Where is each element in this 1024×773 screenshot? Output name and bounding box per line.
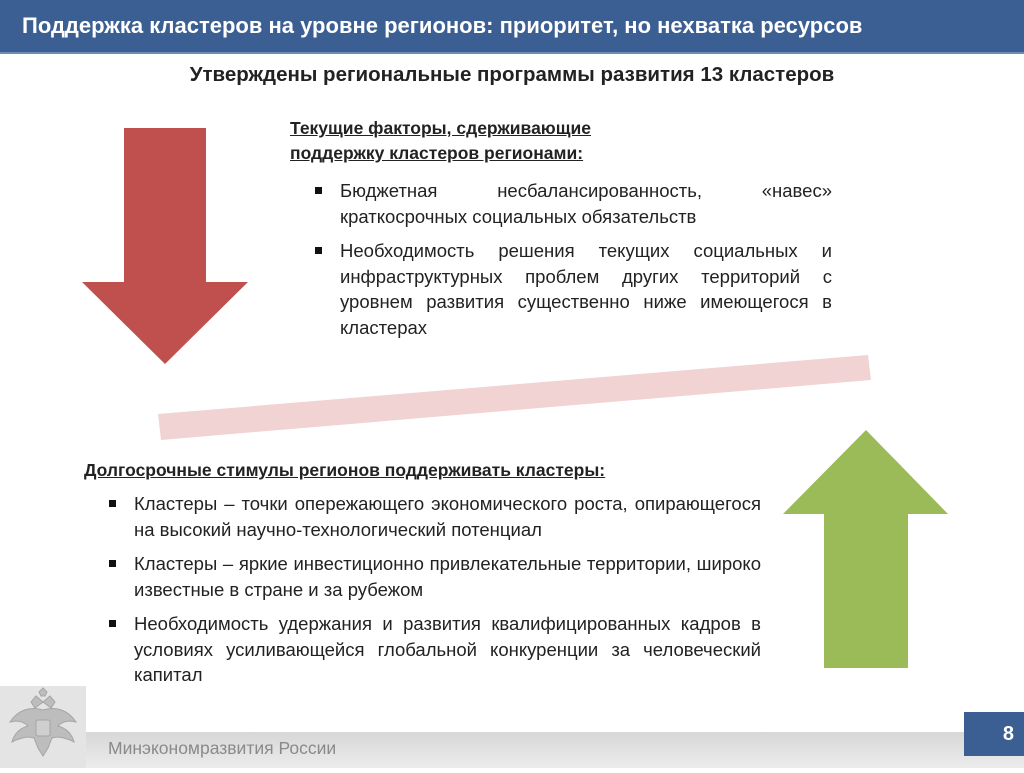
balance-beam — [158, 355, 871, 440]
down-arrow-icon — [82, 128, 248, 364]
list-item: Кластеры – точки опережающего экономического роста, опирающегося на высокий научно-технологический потенциал — [106, 491, 761, 542]
list-item: Необходимость удержания и развития квалифицированных кадров в условиях усиливающейся глобальной конкуренции за человеческий капитал — [106, 611, 761, 688]
incentives-list — [106, 491, 761, 697]
organization-name: Минэкономразвития России — [108, 738, 337, 758]
emblem-container — [0, 686, 86, 768]
slide-subtitle: Утверждены региональные программы развития 13 кластеров — [189, 63, 835, 86]
double-headed-eagle-emblem-icon — [0, 686, 86, 768]
list-item: Необходимость решения текущих социальных и инфраструктурных проблем других территорий с уровнем развития существенно ниже имеющегося в кластерах — [312, 238, 832, 340]
list-item: Бюджетная несбалансированность, «навес» краткосрочных социальных обязательств — [312, 178, 832, 229]
up-arrow-icon — [783, 430, 948, 668]
constraints-list — [312, 178, 832, 349]
page-number: 8 — [964, 712, 1024, 756]
constraints-title: Текущие факторы, сдерживающие поддержку кластеров регионами: — [290, 118, 592, 163]
incentives-title: Долгосрочные стимулы регионов поддерживать кластеры: — [84, 460, 606, 480]
list-item: Кластеры – яркие инвестиционно привлекательные территории, широко известные в стране и за рубежом — [106, 551, 761, 602]
slide-title: Поддержка кластеров на уровне регионов: приоритет, но нехватка ресурсов — [22, 13, 863, 38]
